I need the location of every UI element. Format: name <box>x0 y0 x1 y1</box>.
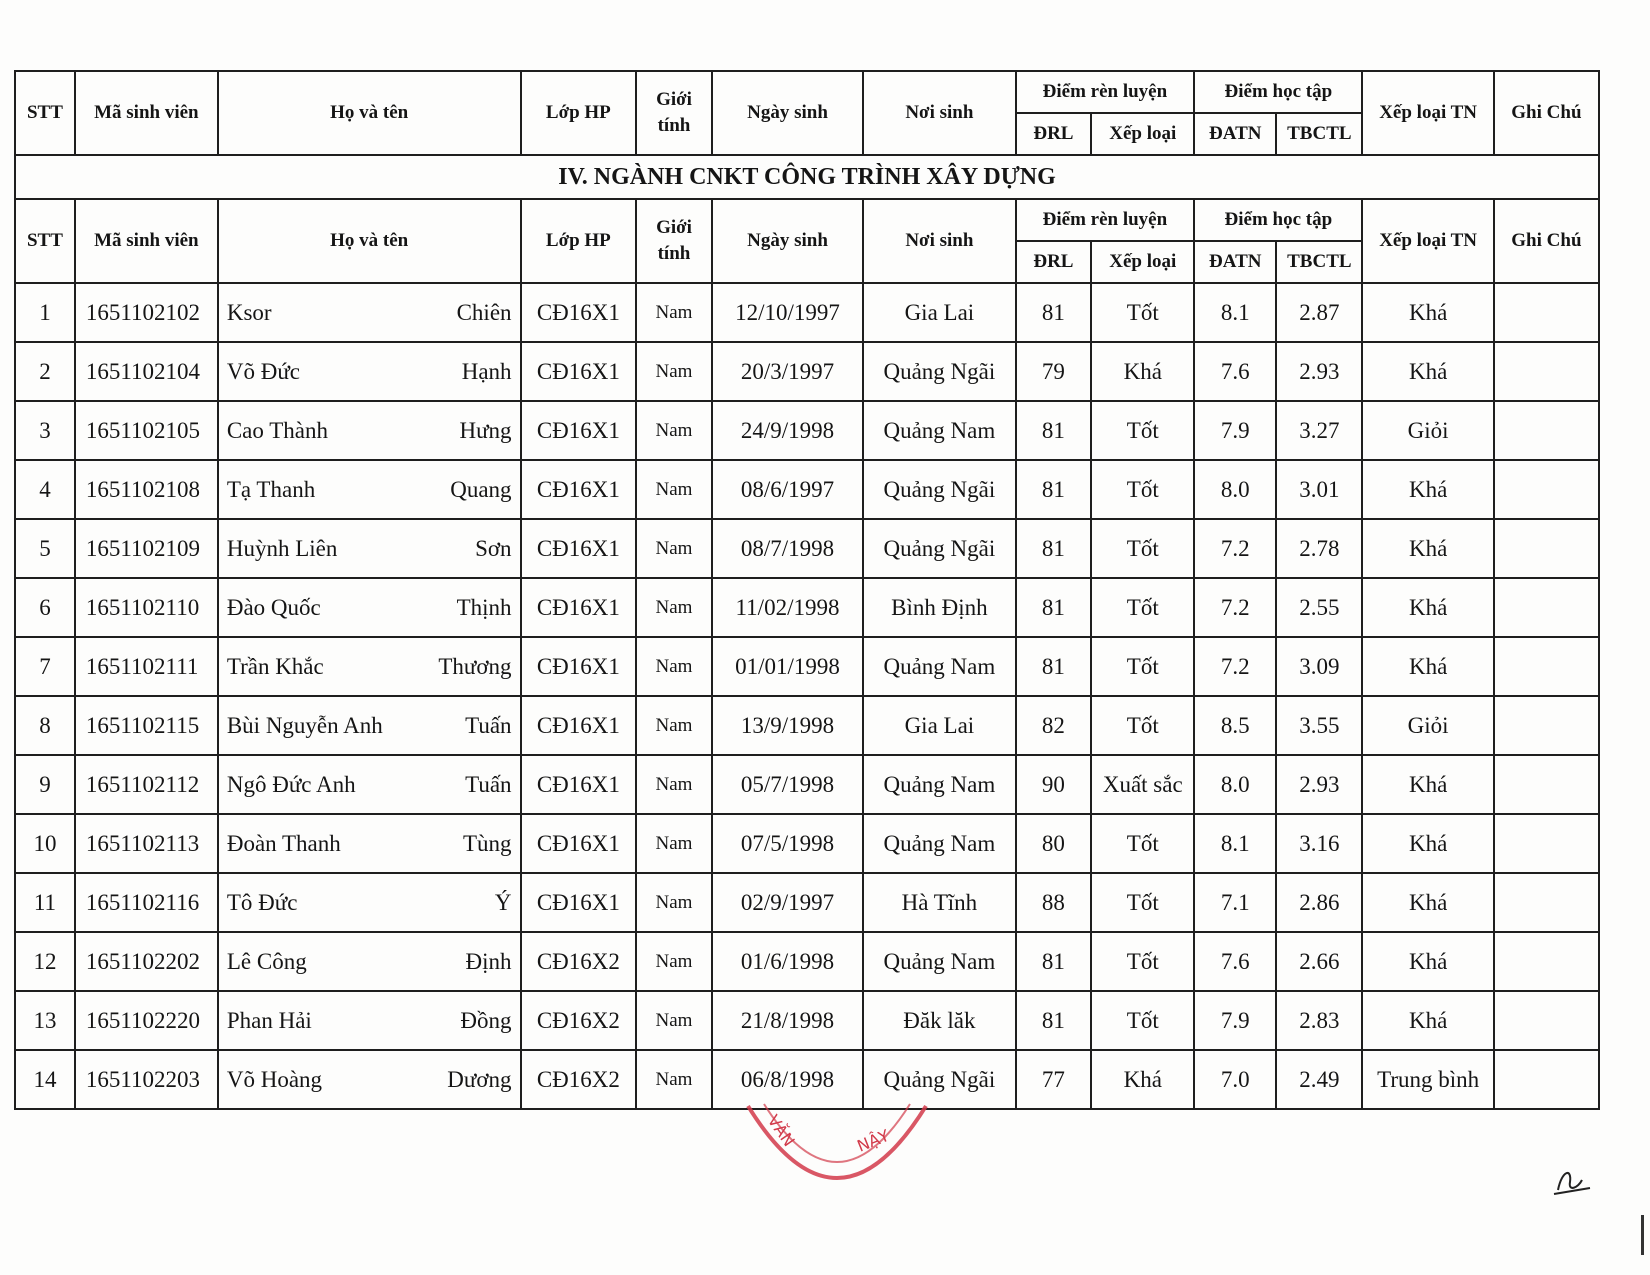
cell-conduct-rank: Tốt <box>1091 578 1194 637</box>
cell-grad-rank: Khá <box>1362 578 1493 637</box>
col-header-tbctl: TBCTL <box>1276 241 1362 283</box>
col-header-conduct-score: Điểm rèn luyện <box>1016 199 1195 241</box>
cell-student-id: 1651102105 <box>75 401 218 460</box>
col-header-student-id: Mã sinh viên <box>75 199 218 283</box>
cell-pob: Quảng Nam <box>863 932 1015 991</box>
cell-conduct-rank: Khá <box>1091 1050 1194 1109</box>
cell-sex: Nam <box>636 1050 712 1109</box>
cell-full-name <box>218 401 521 460</box>
cell-class: CĐ16X1 <box>521 578 637 637</box>
cell-stt: 2 <box>15 342 75 401</box>
cell-student-id: 1651102116 <box>75 873 218 932</box>
cell-note <box>1494 401 1599 460</box>
cell-sex: Nam <box>636 401 712 460</box>
cell-drl: 88 <box>1016 873 1092 932</box>
cell-grad-rank: Khá <box>1362 637 1493 696</box>
cell-sex: Nam <box>636 932 712 991</box>
cell-note <box>1494 578 1599 637</box>
cell-sex: Nam <box>636 519 712 578</box>
cell-grad-rank: Khá <box>1362 519 1493 578</box>
col-header-student-id: Mã sinh viên <box>75 71 218 155</box>
cell-stt: 13 <box>15 991 75 1050</box>
cell-pob: Quảng Ngãi <box>863 342 1015 401</box>
cell-student-id: 1651102111 <box>75 637 218 696</box>
col-header-dob: Ngày sinh <box>712 199 863 283</box>
cell-grad-rank: Khá <box>1362 814 1493 873</box>
cell-tbctl: 2.49 <box>1276 1050 1362 1109</box>
col-header-dob: Ngày sinh <box>712 71 863 155</box>
cell-stt: 7 <box>15 637 75 696</box>
cell-last-name: Thương <box>438 653 512 679</box>
cell-datn: 7.2 <box>1194 637 1276 696</box>
col-header-sex: Giới tính <box>636 71 712 155</box>
cell-student-id: 1651102110 <box>75 578 218 637</box>
cell-sex: Nam <box>636 991 712 1050</box>
cell-grad-rank: Giỏi <box>1362 401 1493 460</box>
cell-conduct-rank: Tốt <box>1091 814 1194 873</box>
cell-dob: 01/01/1998 <box>712 637 863 696</box>
cell-note <box>1494 814 1599 873</box>
cell-last-name: Ý <box>494 889 512 915</box>
cell-last-name: Định <box>465 948 512 974</box>
col-header-class: Lớp HP <box>521 199 637 283</box>
cell-pob: Bình Định <box>863 578 1015 637</box>
cell-dob: 08/7/1998 <box>712 519 863 578</box>
cell-given-name: Tô Đức <box>226 889 298 915</box>
col-header-note: Ghi Chú <box>1494 71 1599 155</box>
cell-given-name: Ngô Đức Anh <box>226 771 356 797</box>
cell-pob: Quảng Nam <box>863 401 1015 460</box>
cell-full-name <box>218 519 521 578</box>
cell-conduct-rank: Xuất sắc <box>1091 755 1194 814</box>
cell-sex: Nam <box>636 696 712 755</box>
cell-student-id: 1651102109 <box>75 519 218 578</box>
cell-sex: Nam <box>636 814 712 873</box>
cell-note <box>1494 1050 1599 1109</box>
cell-stt: 9 <box>15 755 75 814</box>
cell-datn: 8.1 <box>1194 814 1276 873</box>
cell-pob: Quảng Nam <box>863 755 1015 814</box>
cell-last-name: Tuấn <box>465 712 512 738</box>
cell-full-name <box>218 283 521 342</box>
cell-tbctl: 2.78 <box>1276 519 1362 578</box>
cell-drl: 81 <box>1016 578 1092 637</box>
table-row <box>15 814 1599 873</box>
col-header-class: Lớp HP <box>521 71 637 155</box>
cell-student-id: 1651102104 <box>75 342 218 401</box>
col-header-full-name: Họ và tên <box>218 71 521 155</box>
cell-drl: 90 <box>1016 755 1092 814</box>
cell-last-name: Hạnh <box>461 358 512 384</box>
cell-student-id: 1651102202 <box>75 932 218 991</box>
cell-grad-rank: Giỏi <box>1362 696 1493 755</box>
col-header-datn: ĐATN <box>1194 241 1276 283</box>
cell-conduct-rank: Tốt <box>1091 283 1194 342</box>
cell-pob: Hà Tĩnh <box>863 873 1015 932</box>
table-row <box>15 696 1599 755</box>
cell-conduct-rank: Tốt <box>1091 519 1194 578</box>
cell-tbctl: 3.55 <box>1276 696 1362 755</box>
cell-drl: 80 <box>1016 814 1092 873</box>
cell-drl: 81 <box>1016 519 1092 578</box>
cell-tbctl: 2.55 <box>1276 578 1362 637</box>
col-header-study-score: Điểm học tập <box>1194 71 1362 113</box>
cell-conduct-rank: Tốt <box>1091 696 1194 755</box>
cell-stt: 11 <box>15 873 75 932</box>
cell-tbctl: 2.86 <box>1276 873 1362 932</box>
cell-datn: 8.1 <box>1194 283 1276 342</box>
cell-sex: Nam <box>636 342 712 401</box>
cell-class: CĐ16X1 <box>521 460 637 519</box>
cell-full-name <box>218 696 521 755</box>
cell-full-name <box>218 814 521 873</box>
cell-tbctl: 3.16 <box>1276 814 1362 873</box>
section-title: IV. NGÀNH CNKT CÔNG TRÌNH XÂY DỰNG <box>15 155 1599 199</box>
cell-full-name <box>218 932 521 991</box>
cell-note <box>1494 873 1599 932</box>
cell-drl: 79 <box>1016 342 1092 401</box>
cell-last-name: Hưng <box>459 417 512 443</box>
cell-sex: Nam <box>636 578 712 637</box>
cell-given-name: Võ Hoàng <box>226 1066 323 1092</box>
cell-datn: 7.9 <box>1194 401 1276 460</box>
cell-student-id: 1651102113 <box>75 814 218 873</box>
col-header-study-score: Điểm học tập <box>1194 199 1362 241</box>
cell-last-name: Dương <box>447 1066 512 1092</box>
cell-tbctl: 3.09 <box>1276 637 1362 696</box>
cell-drl: 81 <box>1016 283 1092 342</box>
cell-dob: 06/8/1998 <box>712 1050 863 1109</box>
col-header-drl: ĐRL <box>1016 241 1092 283</box>
cell-stt: 12 <box>15 932 75 991</box>
cell-sex: Nam <box>636 637 712 696</box>
cell-conduct-rank: Tốt <box>1091 460 1194 519</box>
cell-dob: 21/8/1998 <box>712 991 863 1050</box>
cell-datn: 7.2 <box>1194 578 1276 637</box>
cell-dob: 07/5/1998 <box>712 814 863 873</box>
col-header-grad-rank: Xếp loại TN <box>1362 71 1493 155</box>
cell-class: CĐ16X1 <box>521 696 637 755</box>
cell-stt: 1 <box>15 283 75 342</box>
col-header-stt: STT <box>15 71 75 155</box>
cell-drl: 81 <box>1016 991 1092 1050</box>
cell-last-name: Quang <box>450 476 512 502</box>
cell-sex: Nam <box>636 755 712 814</box>
cell-conduct-rank: Tốt <box>1091 873 1194 932</box>
cell-full-name <box>218 342 521 401</box>
cell-student-id: 1651102108 <box>75 460 218 519</box>
cell-given-name: Tạ Thanh <box>226 476 316 502</box>
cell-full-name <box>218 991 521 1050</box>
cell-stt: 6 <box>15 578 75 637</box>
cell-grad-rank: Khá <box>1362 873 1493 932</box>
cell-class: CĐ16X2 <box>521 991 637 1050</box>
cell-tbctl: 3.27 <box>1276 401 1362 460</box>
cell-class: CĐ16X1 <box>521 873 637 932</box>
table-row <box>15 637 1599 696</box>
student-rows <box>15 283 1599 1109</box>
cell-given-name: Võ Đức <box>226 358 300 384</box>
cell-class: CĐ16X1 <box>521 755 637 814</box>
cell-conduct-rank: Tốt <box>1091 932 1194 991</box>
cell-tbctl: 2.66 <box>1276 932 1362 991</box>
cell-student-id: 1651102115 <box>75 696 218 755</box>
cell-grad-rank: Khá <box>1362 283 1493 342</box>
cell-datn: 7.9 <box>1194 991 1276 1050</box>
cell-drl: 77 <box>1016 1050 1092 1109</box>
cell-datn: 7.1 <box>1194 873 1276 932</box>
cell-note <box>1494 342 1599 401</box>
cell-drl: 81 <box>1016 460 1092 519</box>
cell-grad-rank: Khá <box>1362 342 1493 401</box>
cell-datn: 7.6 <box>1194 342 1276 401</box>
cell-pob: Quảng Ngãi <box>863 519 1015 578</box>
cell-tbctl: 2.93 <box>1276 755 1362 814</box>
cell-dob: 20/3/1997 <box>712 342 863 401</box>
cell-stt: 5 <box>15 519 75 578</box>
cell-pob: Quảng Nam <box>863 814 1015 873</box>
cell-last-name: Sơn <box>475 535 512 561</box>
cell-datn: 7.0 <box>1194 1050 1276 1109</box>
cell-conduct-rank: Tốt <box>1091 401 1194 460</box>
cell-stt: 14 <box>15 1050 75 1109</box>
col-header-grad-rank: Xếp loại TN <box>1362 199 1493 283</box>
cell-conduct-rank: Tốt <box>1091 991 1194 1050</box>
cell-conduct-rank: Tốt <box>1091 637 1194 696</box>
cell-given-name: Ksor <box>226 299 272 325</box>
cell-note <box>1494 637 1599 696</box>
cell-student-id: 1651102112 <box>75 755 218 814</box>
cell-note <box>1494 696 1599 755</box>
cell-note <box>1494 991 1599 1050</box>
official-stamp <box>742 1100 932 1200</box>
cell-dob: 12/10/1997 <box>712 283 863 342</box>
cell-grad-rank: Khá <box>1362 991 1493 1050</box>
cell-stt: 8 <box>15 696 75 755</box>
stamp-text-right: NẬY <box>854 1125 892 1156</box>
cell-stt: 4 <box>15 460 75 519</box>
cell-student-id: 1651102203 <box>75 1050 218 1109</box>
cell-dob: 24/9/1998 <box>712 401 863 460</box>
cell-pob: Quảng Nam <box>863 637 1015 696</box>
cell-stt: 10 <box>15 814 75 873</box>
cell-given-name: Đoàn Thanh <box>226 830 341 856</box>
cell-tbctl: 2.93 <box>1276 342 1362 401</box>
table-row <box>15 932 1599 991</box>
cell-last-name: Tuấn <box>465 771 512 797</box>
cell-datn: 7.2 <box>1194 519 1276 578</box>
cell-pob: Quảng Ngãi <box>863 1050 1015 1109</box>
cell-given-name: Cao Thành <box>226 417 328 443</box>
cell-sex: Nam <box>636 283 712 342</box>
cell-dob: 11/02/1998 <box>712 578 863 637</box>
cell-given-name: Bùi Nguyễn Anh <box>226 712 383 738</box>
cell-full-name <box>218 1050 521 1109</box>
col-header-pob: Nơi sinh <box>863 71 1015 155</box>
col-header-stt: STT <box>15 199 75 283</box>
cell-note <box>1494 932 1599 991</box>
col-header-pob: Nơi sinh <box>863 199 1015 283</box>
cell-full-name <box>218 637 521 696</box>
cell-dob: 02/9/1997 <box>712 873 863 932</box>
cell-full-name <box>218 578 521 637</box>
cell-pob: Gia Lai <box>863 696 1015 755</box>
col-header-note: Ghi Chú <box>1494 199 1599 283</box>
cell-pob: Đăk lăk <box>863 991 1015 1050</box>
cell-drl: 81 <box>1016 637 1092 696</box>
cell-class: CĐ16X1 <box>521 519 637 578</box>
cell-tbctl: 2.87 <box>1276 283 1362 342</box>
cell-note <box>1494 755 1599 814</box>
cell-given-name: Phan Hải <box>226 1007 312 1033</box>
cell-full-name <box>218 755 521 814</box>
cell-pob: Quảng Ngãi <box>863 460 1015 519</box>
cell-grad-rank: Khá <box>1362 932 1493 991</box>
signature-mark <box>1548 1160 1598 1200</box>
cell-drl: 82 <box>1016 696 1092 755</box>
cell-dob: 13/9/1998 <box>712 696 863 755</box>
cell-datn: 8.0 <box>1194 755 1276 814</box>
cell-given-name: Lê Công <box>226 948 307 974</box>
cell-grad-rank: Trung bình <box>1362 1050 1493 1109</box>
cell-tbctl: 3.01 <box>1276 460 1362 519</box>
cell-given-name: Trần Khắc <box>226 653 324 679</box>
cell-last-name: Đồng <box>460 1007 512 1033</box>
cell-class: CĐ16X1 <box>521 342 637 401</box>
cell-class: CĐ16X1 <box>521 814 637 873</box>
cell-sex: Nam <box>636 873 712 932</box>
cell-grad-rank: Khá <box>1362 755 1493 814</box>
cell-note <box>1494 460 1599 519</box>
cell-last-name: Thịnh <box>456 594 512 620</box>
cell-grad-rank: Khá <box>1362 460 1493 519</box>
table-row <box>15 578 1599 637</box>
table-row <box>15 342 1599 401</box>
cell-dob: 05/7/1998 <box>712 755 863 814</box>
cell-drl: 81 <box>1016 932 1092 991</box>
col-header-datn: ĐATN <box>1194 113 1276 155</box>
graduation-list-table <box>14 70 1600 1110</box>
cell-last-name: Chiên <box>456 299 512 325</box>
cell-student-id: 1651102220 <box>75 991 218 1050</box>
table-row <box>15 755 1599 814</box>
table-row <box>15 873 1599 932</box>
cell-tbctl: 2.83 <box>1276 991 1362 1050</box>
cell-full-name <box>218 460 521 519</box>
cell-sex: Nam <box>636 460 712 519</box>
col-header-full-name: Họ và tên <box>218 199 521 283</box>
cell-given-name: Huỳnh Liên <box>226 535 338 561</box>
col-header-tbctl: TBCTL <box>1276 113 1362 155</box>
table-row <box>15 283 1599 342</box>
cell-dob: 01/6/1998 <box>712 932 863 991</box>
cell-full-name <box>218 873 521 932</box>
table-row <box>15 460 1599 519</box>
col-header-drl: ĐRL <box>1016 113 1092 155</box>
stamp-text-left: VĂN <box>763 1111 799 1151</box>
table-row <box>15 991 1599 1050</box>
cell-datn: 8.5 <box>1194 696 1276 755</box>
cell-last-name: Tùng <box>462 830 512 856</box>
cell-class: CĐ16X1 <box>521 401 637 460</box>
cell-datn: 8.0 <box>1194 460 1276 519</box>
col-header-conduct-score: Điểm rèn luyện <box>1016 71 1195 113</box>
cell-student-id: 1651102102 <box>75 283 218 342</box>
col-header-conduct-rank: Xếp loại <box>1091 113 1194 155</box>
cell-class: CĐ16X1 <box>521 637 637 696</box>
cell-class: CĐ16X2 <box>521 1050 637 1109</box>
cell-note <box>1494 283 1599 342</box>
cell-given-name: Đào Quốc <box>226 594 321 620</box>
cell-class: CĐ16X2 <box>521 932 637 991</box>
cell-conduct-rank: Khá <box>1091 342 1194 401</box>
cell-note <box>1494 519 1599 578</box>
cell-stt: 3 <box>15 401 75 460</box>
cell-class: CĐ16X1 <box>521 283 637 342</box>
table-row <box>15 519 1599 578</box>
cell-drl: 81 <box>1016 401 1092 460</box>
table-row <box>15 401 1599 460</box>
cell-dob: 08/6/1997 <box>712 460 863 519</box>
cell-datn: 7.6 <box>1194 932 1276 991</box>
cell-pob: Gia Lai <box>863 283 1015 342</box>
col-header-conduct-rank: Xếp loại <box>1091 241 1194 283</box>
col-header-sex: Giới tính <box>636 199 712 283</box>
scan-edge-mark <box>1641 1215 1644 1255</box>
